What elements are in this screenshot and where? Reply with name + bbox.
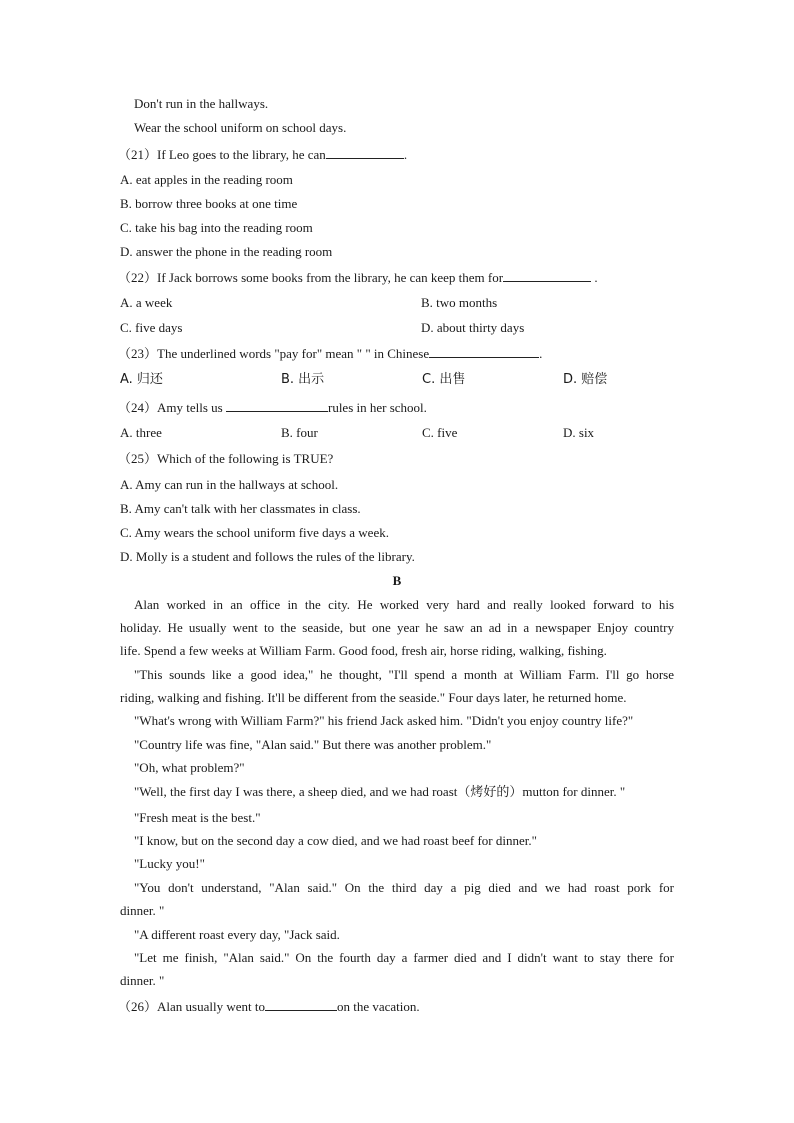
option: D. Molly is a student and follows the rules of the library.: [120, 549, 415, 564]
question-26: [118, 998, 420, 1015]
passage-line: "What's wrong with William Farm?" his friend Jack asked him. "Didn't you enjoy country life?": [134, 713, 634, 728]
option: D. 赔偿: [563, 372, 608, 387]
passage-line: life. Spend a few weeks at William Farm. Good food, fresh air, horse riding, walking, fishing.: [120, 643, 607, 658]
question-end: on the vacation.: [336, 999, 420, 1014]
question-end: .: [403, 147, 408, 162]
question-23: [118, 345, 542, 362]
question-25: （25）Which of the following is TRUE?: [118, 451, 334, 466]
option: C. five: [422, 425, 458, 440]
question-stem: （21）If Leo goes to the library, he can: [118, 147, 326, 162]
question-end: .: [539, 346, 543, 361]
passage-line: "Oh, what problem?": [134, 760, 245, 775]
option: A. Amy can run in the hallways at school.: [120, 477, 339, 492]
question-stem: （22）If Jack borrows some books from the library, he can keep them for: [118, 270, 504, 285]
question-24: [118, 399, 427, 416]
question-stem: （26）Alan usually went to: [118, 999, 265, 1014]
option: B. four: [281, 425, 318, 440]
answer-blank[interactable]: [226, 399, 328, 412]
answer-blank[interactable]: [265, 998, 337, 1011]
question-21: [118, 146, 407, 163]
question-stem: （24）Amy tells us: [118, 400, 226, 415]
passage-gloss: 烤好的: [470, 785, 510, 800]
option: C. 出售: [422, 372, 466, 387]
passage-line: dinner. ": [120, 973, 165, 988]
question-22: [118, 269, 598, 286]
option: B. borrow three books at one time: [120, 196, 298, 211]
section-heading: B: [392, 573, 402, 588]
passage-line: dinner. ": [120, 903, 165, 918]
passage-line: Alan worked in an office in the city. He worked very hard and really looked forward to his: [134, 597, 674, 612]
passage-line: "Lucky you!": [134, 856, 205, 871]
option: A. three: [120, 425, 162, 440]
passage-line: "Let me finish, "Alan said." On the fourth day a farmer died and I didn't want to stay there for: [134, 950, 674, 965]
answer-blank[interactable]: [503, 269, 591, 282]
option: D. six: [563, 425, 595, 440]
passage-line: "I know, but on the second day a cow died, and we had roast beef for dinner.": [134, 833, 537, 848]
passage-line: riding, walking and fishing. It'll be different from the seaside." Four days later, he returned home.: [120, 690, 627, 705]
answer-blank[interactable]: [326, 146, 404, 159]
question-end: rules in her school.: [327, 400, 427, 415]
option: A. 归还: [120, 372, 163, 387]
option: C. take his bag into the reading room: [120, 220, 313, 235]
rule-line: Don't run in the hallways.: [134, 96, 269, 111]
passage-line: "A different roast every day, "Jack said.: [134, 927, 340, 942]
answer-blank[interactable]: [429, 345, 539, 358]
option: B. 出示: [281, 372, 325, 387]
question-stem: （23）The underlined words "pay for" mean " " in Chinese: [118, 346, 430, 361]
option: A. eat apples in the reading room: [120, 172, 293, 187]
passage-line: "Country life was fine, "Alan said." But there was another problem.": [134, 737, 492, 752]
option: D. about thirty days: [421, 320, 525, 335]
passage-text: "Well, the first day I was there, a sheep died, and we had roast（: [134, 784, 471, 799]
option: A. a week: [120, 295, 173, 310]
passage-line: "Fresh meat is the best.": [134, 810, 261, 825]
passage-text: ）mutton for dinner. ": [509, 784, 626, 799]
option: B. Amy can't talk with her classmates in class.: [120, 501, 361, 516]
passage-line: "You don't understand, "Alan said." On the third day a pig died and we had roast pork for: [134, 880, 674, 895]
option: D. answer the phone in the reading room: [120, 244, 333, 259]
option: C. Amy wears the school uniform five days a week.: [120, 525, 389, 540]
option: B. two months: [421, 295, 498, 310]
passage-line: holiday. He usually went to the seaside, but one year he saw an ad in a newspaper Enjoy country: [120, 620, 674, 635]
rule-line: Wear the school uniform on school days.: [134, 120, 347, 135]
passage-line: "This sounds like a good idea," he thought, "I'll spend a month at William Farm. I'll go horse: [134, 667, 674, 682]
option: C. five days: [120, 320, 183, 335]
passage-line: [134, 784, 625, 801]
question-end: .: [591, 270, 598, 285]
